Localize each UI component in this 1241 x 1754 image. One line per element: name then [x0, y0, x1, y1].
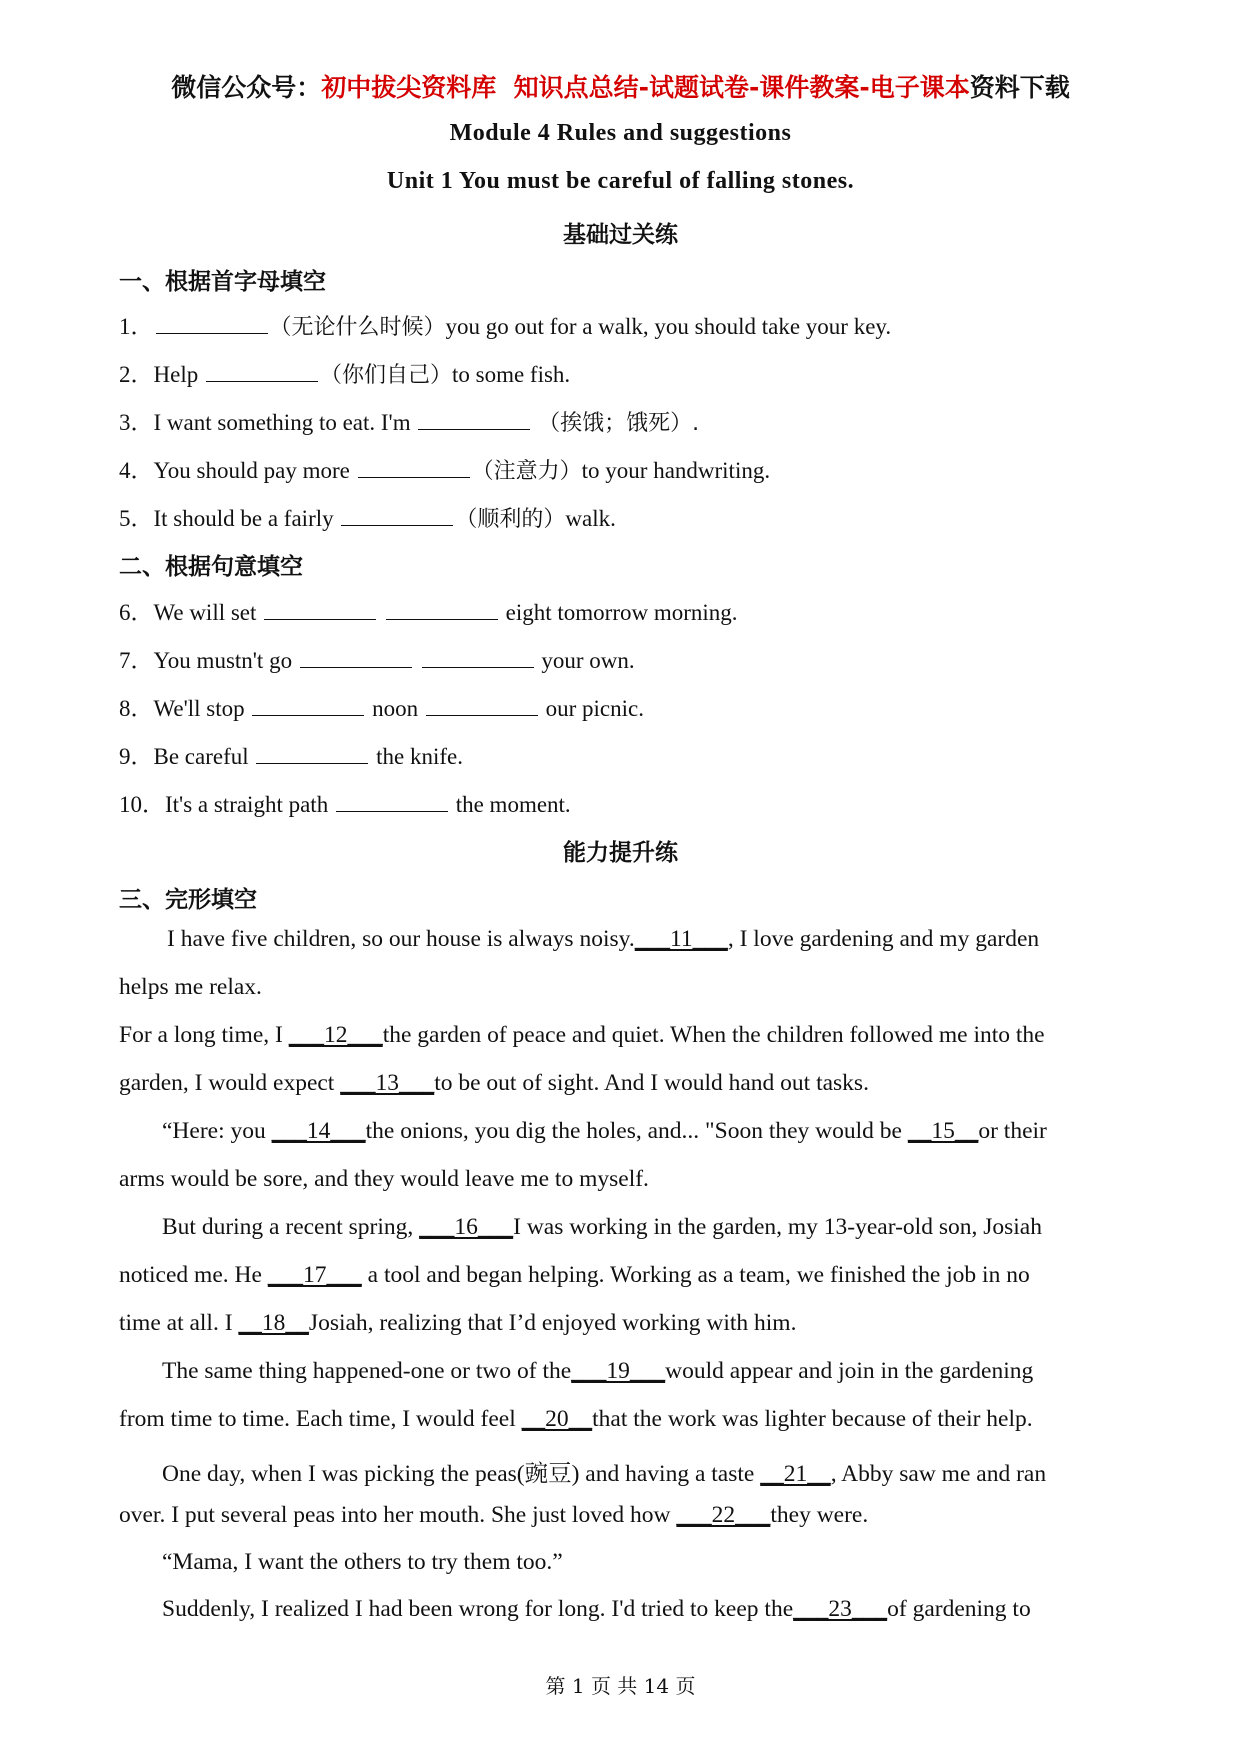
- question-text: our picnic.: [545, 696, 644, 721]
- question-text: walk.: [565, 506, 616, 531]
- answer-blank[interactable]: [336, 789, 448, 812]
- question-4: [119, 452, 770, 485]
- cloze-gap-11[interactable]: ___11___: [634, 926, 728, 952]
- question-1: [119, 308, 891, 341]
- passage-line: For a long time, I ___12___the garden of peace and quiet. When the children followed me into the: [119, 1022, 1045, 1048]
- question-2: [119, 356, 570, 389]
- part2-title: 能力提升练: [563, 840, 678, 866]
- question-number: 9．: [119, 744, 154, 769]
- passage-line: time at all. I __18__Josiah, realizing that I’d enjoyed working with him.: [119, 1310, 797, 1336]
- chinese-hint: （无论什么时候）: [269, 315, 446, 340]
- passage-line: arms would be sore, and they would leave me to myself.: [119, 1166, 649, 1192]
- module-title: Module 4 Rules and suggestions: [449, 120, 792, 146]
- cloze-gap-13[interactable]: ___13___: [340, 1070, 435, 1096]
- cloze-gap-19[interactable]: ___19___: [571, 1358, 666, 1384]
- chinese-hint: （顺利的）: [455, 507, 566, 532]
- question-text: You should pay more: [153, 458, 350, 483]
- passage-line: from time to time. Each time, I would feel __20__that the work was lighter because of their help.: [119, 1406, 1033, 1432]
- answer-blank[interactable]: [252, 693, 364, 716]
- answer-blank[interactable]: [418, 407, 530, 430]
- answer-blank[interactable]: [264, 597, 376, 620]
- question-text: your own.: [541, 648, 635, 673]
- question-number: 4．: [119, 458, 154, 483]
- part1-title: 基础过关练: [563, 222, 678, 248]
- answer-blank[interactable]: [300, 645, 412, 668]
- question-number: 8．: [119, 696, 154, 721]
- question-text: you go out for a walk, you should take your key.: [445, 314, 892, 339]
- answer-blank[interactable]: [426, 693, 538, 716]
- passage-line: noticed me. He ___17___ a tool and began helping. Working as a team, we finished the job in no: [119, 1262, 1030, 1288]
- passage-line: One day, when I was picking the peas(豌豆) and having a taste __21__, Abby saw me and ran: [162, 1461, 1047, 1487]
- answer-blank[interactable]: [206, 359, 318, 382]
- question-text: the moment.: [455, 792, 571, 817]
- question-5: [119, 500, 616, 533]
- question-3: [119, 404, 699, 437]
- question-7: [119, 642, 635, 675]
- passage-line: “Here: you ___14___the onions, you dig the holes, and... "Soon they would be __15__or their: [162, 1118, 1047, 1144]
- cloze-gap-18[interactable]: __18__: [238, 1310, 309, 1336]
- passage-line: over. I put several peas into her mouth. She just loved how ___22___they were.: [119, 1502, 869, 1528]
- cloze-gap-15[interactable]: __15__: [907, 1118, 979, 1144]
- question-text: to your handwriting.: [581, 458, 771, 483]
- question-number: 5．: [119, 506, 154, 531]
- cloze-gap-23[interactable]: ___23___: [793, 1596, 888, 1622]
- unit-title: Unit 1 You must be careful of falling stones.: [386, 168, 855, 194]
- question-number: 2．: [119, 362, 154, 387]
- cloze-gap-16[interactable]: ___16___: [419, 1214, 514, 1240]
- question-text: to some fish.: [451, 362, 571, 387]
- cloze-gap-12[interactable]: ___12___: [288, 1022, 383, 1048]
- passage-line: garden, I would expect ___13___to be out of sight. And I would hand out tasks.: [119, 1070, 869, 1096]
- question-9: [119, 738, 463, 771]
- chinese-hint: （注意力）: [471, 459, 582, 484]
- cloze-gap-17[interactable]: ___17___: [267, 1262, 362, 1288]
- answer-blank[interactable]: [386, 597, 498, 620]
- passage-line: helps me relax.: [119, 974, 262, 1000]
- question-text: It's a straight path: [165, 792, 329, 817]
- question-text: I want something to eat. I'm: [153, 410, 411, 435]
- answer-blank[interactable]: [341, 503, 453, 526]
- section-3-heading: 三、完形填空: [119, 887, 257, 913]
- page-footer: 第 1 页 共 14 页: [545, 1674, 696, 1698]
- cloze-gap-21[interactable]: __21__: [760, 1461, 831, 1487]
- passage-line: Suddenly, I realized I had been wrong for long. I'd tried to keep the___23___of gardening to: [162, 1596, 1031, 1622]
- passage-line: But during a recent spring, ___16___I was working in the garden, my 13-year-old son, Josiah: [162, 1214, 1042, 1240]
- banner-red-1: 初中拔尖资料库: [321, 73, 497, 102]
- cloze-gap-20[interactable]: __20__: [521, 1406, 593, 1432]
- question-number: 10．: [119, 792, 165, 817]
- question-number: 1．: [119, 314, 154, 339]
- chinese-hint: （挨饿；饿死）.: [538, 411, 700, 436]
- header-banner: [0, 68, 1241, 104]
- section-1-heading: 一、根据首字母填空: [119, 269, 326, 295]
- question-8: [119, 690, 644, 723]
- passage-line: The same thing happened-one or two of the___19___would appear and join in the gardening: [162, 1358, 1034, 1384]
- question-number: 3．: [119, 410, 154, 435]
- question-text: We will set: [153, 600, 257, 625]
- answer-blank[interactable]: [156, 311, 268, 334]
- answer-blank[interactable]: [422, 645, 534, 668]
- banner-prefix: 微信公众号：: [171, 73, 322, 102]
- passage-line: I have five children, so our house is always noisy.___11___, I love gardening and my garden: [167, 926, 1040, 952]
- question-text: You mustn't go: [153, 648, 293, 673]
- question-text: noon: [372, 696, 419, 721]
- banner-red-2: 知识点总结-试题试卷-课件教案-电子课本: [513, 73, 970, 102]
- answer-blank[interactable]: [358, 455, 470, 478]
- question-text: We'll stop: [153, 696, 245, 721]
- question-6: [119, 594, 738, 627]
- chinese-hint: （你们自己）: [319, 363, 452, 388]
- cloze-gap-14[interactable]: ___14___: [271, 1118, 366, 1144]
- question-text: Be careful: [153, 744, 249, 769]
- passage-line: “Mama, I want the others to try them too.”: [162, 1549, 563, 1575]
- answer-blank[interactable]: [256, 741, 368, 764]
- question-number: 6．: [119, 600, 154, 625]
- question-10: [119, 786, 571, 819]
- question-text: It should be a fairly: [153, 506, 334, 531]
- question-text: Help: [153, 362, 199, 387]
- question-number: 7．: [119, 648, 154, 673]
- question-text: the knife.: [376, 744, 463, 769]
- banner-suffix: 资料下载: [969, 73, 1070, 102]
- section-2-heading: 二、根据句意填空: [119, 554, 303, 580]
- question-text: eight tomorrow morning.: [505, 600, 738, 625]
- cloze-gap-22[interactable]: ___22___: [676, 1502, 771, 1528]
